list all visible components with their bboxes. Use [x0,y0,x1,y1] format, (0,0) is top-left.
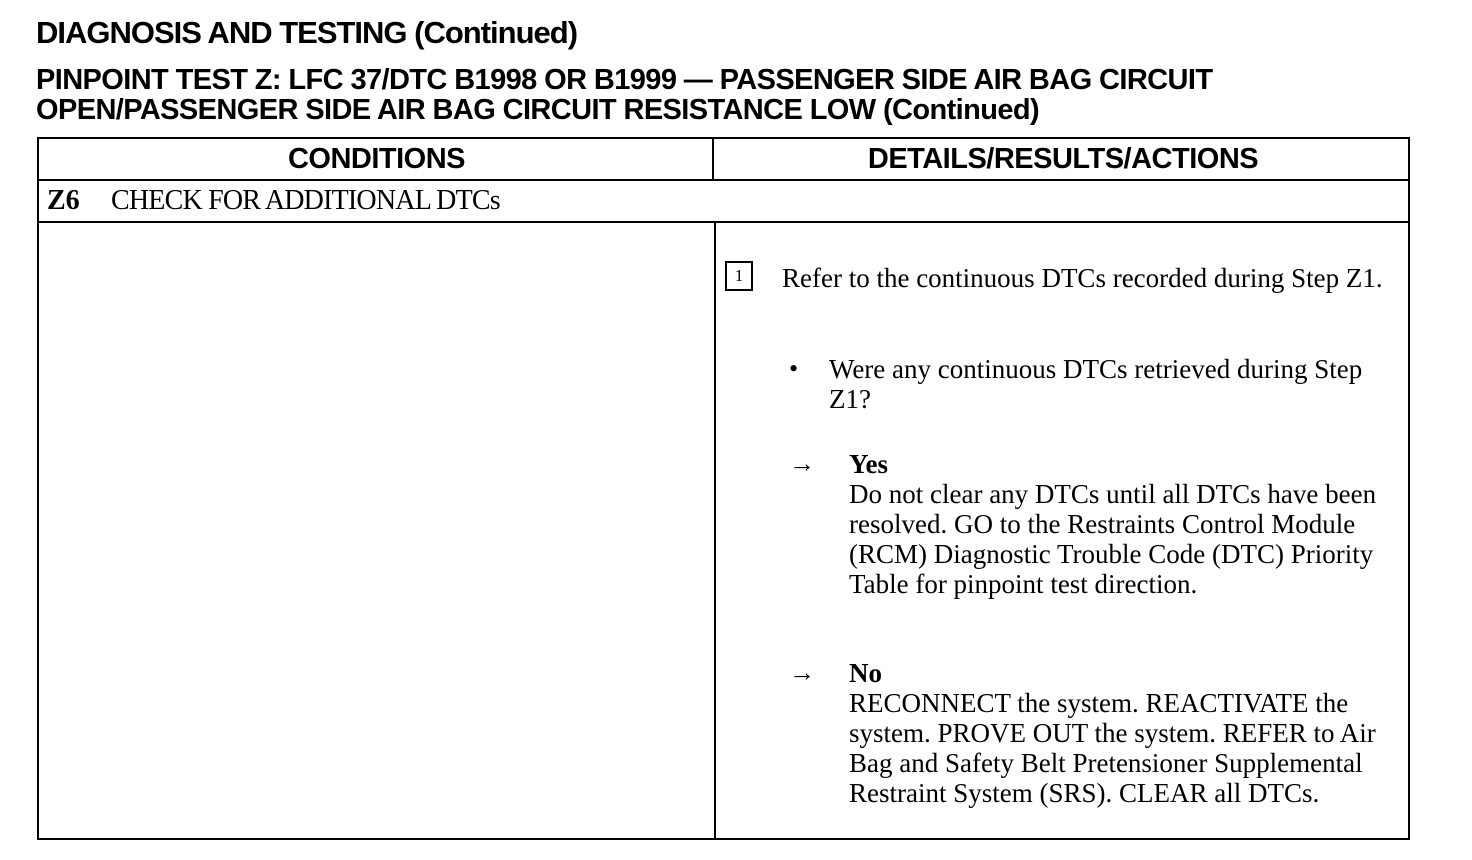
test-title-line-1: PINPOINT TEST Z: LFC 37/DTC B1998 OR B1999 — PASSENGER SIDE AIR BAG CIRCUIT [36,64,1213,96]
outcome-yes-label: Yes [849,449,888,479]
pinpoint-test-title [36,65,1212,125]
step-id: Z6 [47,185,80,216]
step-label: CHECK FOR ADDITIONAL DTCs [111,185,500,216]
conditions-column-header: CONDITIONS [287,143,466,175]
header-rule [39,179,1408,181]
step-row [47,182,500,220]
section-title: DIAGNOSIS AND TESTING (Continued) [36,15,578,50]
step-number-box: 1 [725,261,753,291]
details-column-header: DETAILS/RESULTS/ACTIONS [867,143,1259,175]
pinpoint-test-table [37,137,1410,840]
outcome-yes-text: Do not clear any DTCs until all DTCs have been resolved. GO to the Restraints Control Module (RCM) Diagnostic Trouble Code (DTC) Priority Table for pinpoint test direction. [849,479,1377,599]
test-title-line-2: OPEN/PASSENGER SIDE AIR BAG CIRCUIT RESISTANCE LOW (Continued) [36,94,1040,126]
instruction-text: Refer to the continuous DTCs recorded during Step Z1. [782,263,1383,293]
arrow-right-icon: → [789,449,815,478]
column-divider [714,223,716,840]
outcome-no [849,658,1394,808]
header-divider [712,139,714,179]
arrow-right-icon: → [789,658,815,687]
outcome-no-text: RECONNECT the system. REACTIVATE the system. PROVE OUT the system. REFER to Air Bag and Safety Belt Pretensioner Supplemental Restraint System (SRS). CLEAR all DTCs. [849,688,1376,808]
bullet-icon: • [789,354,799,383]
outcome-no-label: No [849,658,882,688]
step-rule [39,221,1408,223]
question-text: Were any continuous DTCs retrieved during Step Z1? [829,354,1363,414]
outcome-yes [849,449,1379,599]
